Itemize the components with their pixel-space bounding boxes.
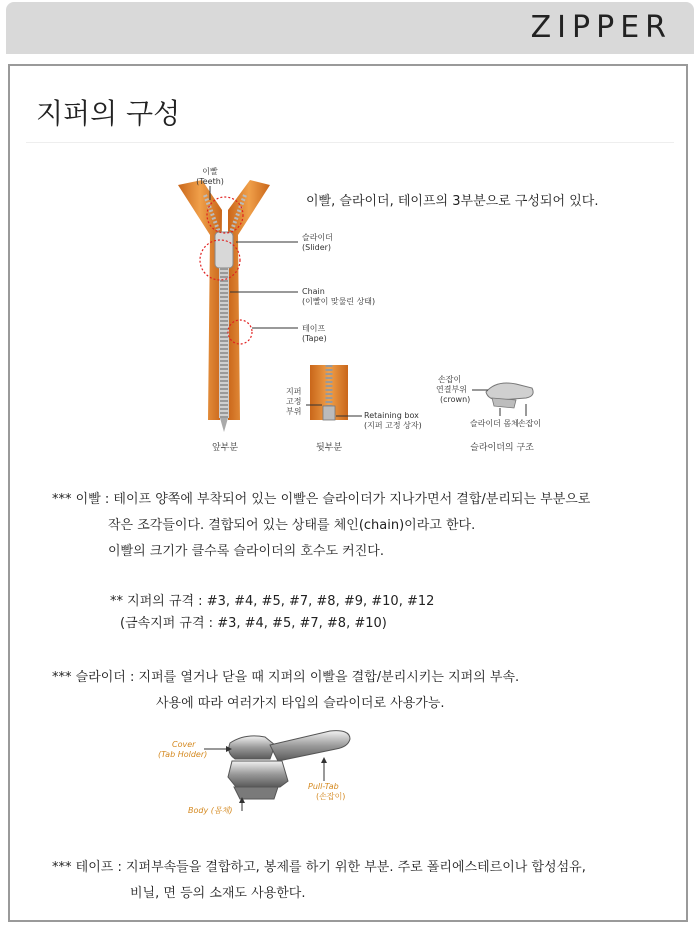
slider-line-1: *** 슬라이더 : 지퍼를 열거나 닫을 때 지퍼의 이빨을 결합/분리시키는 지퍼의 부속. [52, 670, 520, 685]
slider-label: 슬라이더 [302, 233, 333, 242]
pulltab-label: Pull-Tab [308, 782, 339, 791]
tape-right-shape [228, 180, 270, 420]
cover-label: Cover [172, 740, 196, 749]
chain-label: Chain [302, 287, 325, 296]
chain-label-sub: (이빨이 맞물린 상태) [302, 297, 376, 306]
tape-left-shape [178, 180, 222, 420]
teeth-label-en: (Teeth) [196, 177, 224, 186]
body-label-fig: Body (몸체) [188, 806, 233, 815]
caption-back: 뒷부분 [315, 443, 343, 453]
retaining-box-shape [323, 406, 335, 420]
caption-front: 앞부분 [211, 443, 239, 453]
slider-body-shape [228, 761, 288, 787]
pull-label: 손잡이 [518, 419, 542, 428]
teeth-line-3: 이빨의 크기가 클수록 슬라이더의 호수도 커진다. [108, 544, 384, 559]
fix-label-2: 고정 [286, 397, 302, 406]
slider-label-en: (Slider) [302, 243, 332, 252]
section-title: 지퍼의 구성 [36, 97, 181, 130]
crown-label-3: (crown) [440, 395, 471, 404]
cover-label-sub: (Tab Holder) [158, 750, 208, 759]
retaining-label: Retaining box [364, 411, 419, 420]
slider-cover-shape [229, 736, 275, 759]
teeth-line-1: *** 이빨 : 테이프 양쪽에 부착되어 있는 이빨은 슬라이더가 지나가면서 결합/분리되는 부분으로 [52, 492, 591, 507]
spec-line-2: (금속지퍼 규격 : #3, #4, #5, #7, #8, #10) [120, 616, 387, 631]
caption-slider: 슬라이더의 구조 [470, 443, 534, 453]
tape-label: 테이프 [302, 324, 326, 333]
crown-label-2: 연결부위 [436, 385, 467, 394]
spec-line-1: ** 지퍼의 규격 : #3, #4, #5, #7, #8, #9, #10, #12 [110, 594, 435, 609]
chain-shape [219, 268, 229, 418]
teeth-label: 이빨 [202, 167, 218, 176]
slider-figure [150, 725, 380, 825]
header-bar [6, 2, 694, 54]
slider-pulltab-shape [270, 731, 350, 761]
mini-slider-shape [486, 383, 533, 400]
crown-label-1: 손잡이 [438, 375, 462, 384]
retaining-label-sub: (지퍼 고정 상자) [364, 421, 422, 430]
tape-line-2: 비닐, 면 등의 소재도 사용한다. [130, 886, 306, 901]
body-label: 슬라이더 몸체 [470, 419, 519, 428]
fix-label-1: 지퍼 [286, 387, 302, 396]
fix-label-3: 부위 [286, 407, 302, 416]
header-title: ZIPPER [530, 10, 672, 45]
slider-line-2: 사용에 따라 여러가지 타입의 슬라이더로 사용가능. [156, 696, 445, 711]
teeth-line-2: 작은 조각들이다. 결합되어 있는 상태를 체인(chain)이라고 한다. [108, 518, 476, 533]
tape-label-en: (Tape) [302, 334, 327, 343]
pulltab-label-sub: (손잡이) [316, 792, 346, 801]
slider-shape [215, 232, 233, 268]
intro-text: 이빨, 슬라이더, 테이프의 3부분으로 구성되어 있다. [306, 194, 599, 209]
tape-line-1: *** 테이프 : 지퍼부속들을 결합하고, 봉제를 하기 위한 부분. 주로 폴리에스테르이나 합성섬유, [52, 860, 586, 875]
title-divider [26, 142, 674, 143]
